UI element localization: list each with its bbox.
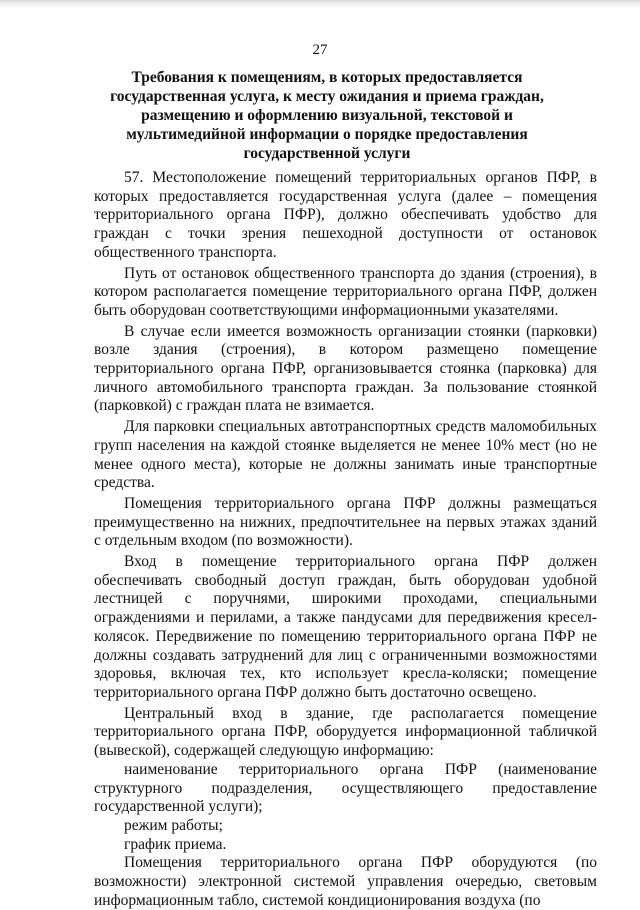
list-item: график приема.	[124, 835, 227, 853]
body-text	[94, 169, 597, 910]
list-item: наименование территориального органа ПФР (наименование структурного подразделения, осуществляющего предоставление государственной услуги);	[94, 760, 597, 816]
paragraph: Центральный вход в здание, где располагается помещение территориального органа ПФР, оборудуется информационной табличкой (вывеской), содержащей следующую информацию:	[94, 704, 597, 760]
paragraph: Путь от остановок общественного транспорта до здания (строения), в котором располагается помещение территориального органа ПФР, должен быть оборудован соответствующими информационными указателями.	[94, 264, 597, 319]
paragraph: Вход в помещение территориального органа ПФР должен обеспечивать свободный доступ граждан, быть оборудован удобной лестницей с поручнями, широкими проходами, специальными ограждениями и перилами, а также пандусами для передвижения кресел-колясок. Передвижение по помещению территориального органа ПФР не должны создавать затруднений для лиц с ограниченными возможностями здоровья, включая тех, кто использует кресла-коляски; помещение территориального органа ПФР должно быть достаточно освещено.	[94, 553, 597, 701]
paragraph: Помещения территориального органа ПФР оборудуются (по возможности) электронной системой управления очередью, световым информационным табло, системой кондиционирования воздуха (по	[94, 854, 597, 909]
paragraph: Помещения территориального органа ПФР должны размещаться преимущественно на нижних, предпочтительнее на первых этажах зданий с отдельным входом (по возможности).	[94, 494, 597, 550]
scan-edge-shadow	[0, 0, 640, 10]
paragraph: 57. Местоположение помещений территориальных органов ПФР, в которых предоставляется государственная услуга (далее – помещения территориального органа ПФР), должно обеспечивать удобство для граждан с точки зрения пешеходной доступности от остановок общественного транспорта.	[94, 169, 597, 261]
paragraph: В случае если имеется возможность организации стоянки (парковки) возле здания (строения), в котором размещено помещение территориального органа ПФР, организовывается стоянка (парковка) для личного автомобильного транспорта граждан. За пользование стоянкой (парковкой) с граждан плата не взимается.	[94, 322, 597, 415]
paragraph: Для парковки специальных автотранспортных средств маломобильных групп населения на каждой стоянке выделяется не менее 10% мест (но не менее одного места), которые не должны занимать иные транспортные средства.	[94, 418, 597, 492]
section-title: Требования к помещениям, в которых предоставляется государственная услуга, к месту ожидания и приема граждан, размещению и оформлению визуальной, текстовой и мультимедийной информации о порядке предоставления государственной услуги	[110, 69, 544, 162]
page-number: 27	[312, 42, 328, 58]
list-item: режим работы;	[124, 816, 223, 834]
